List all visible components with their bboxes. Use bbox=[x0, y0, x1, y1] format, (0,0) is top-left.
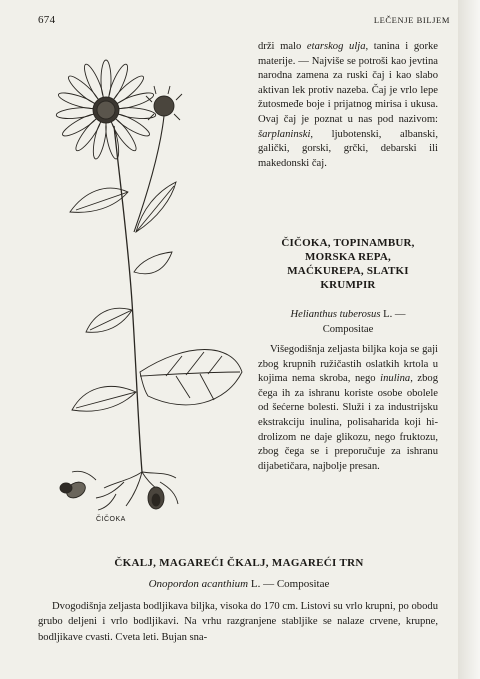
large-flower bbox=[56, 60, 156, 160]
ckalj-text: Dvogodišnja zeljasta bodljikava biljka, visoka do 170 cm. Listovi su vrlo krupni, po obodu grubo deljeni i vrlo bodljikavi. Na vrhu razgranjene stabljike se nalaze crvene, krupne, bodljikave cvasti. Cveta leti. Bujan sna- bbox=[38, 601, 438, 643]
figure-caption: ČIČOKA bbox=[96, 516, 126, 523]
plant-illustration bbox=[36, 42, 248, 512]
intro-paragraph bbox=[258, 40, 438, 171]
section-heading-ckalj: ČKALJ, MAGAREĆI ČKALJ, MAGAREĆI TRN bbox=[114, 557, 364, 569]
heading-line: KRUMPIR bbox=[320, 279, 376, 291]
latin-name-block bbox=[258, 308, 438, 337]
heading-line: ČIČOKA, TOPINAMBUR, bbox=[281, 237, 415, 249]
latin-name: Helianthus tuberosus bbox=[290, 309, 381, 320]
running-title: LEČENJE BILJEM bbox=[373, 15, 450, 25]
intro-text-c: , tanina i gorke materije. — Najviše se potroši kao jevtina narodna zamena za ruski čaj i kao slabo aktivan lek protiv nazeba. Čaj je vrlo lepe žutosmeđe boje i prijatnog mirisa i ukusa. Ovaj čaj je poznat u nas pod nazivom: bbox=[258, 41, 438, 125]
ckalj-description bbox=[38, 599, 438, 645]
latin-name-block-2 bbox=[38, 578, 440, 590]
intro-text-a: drži malo bbox=[258, 41, 307, 52]
plant-family: Compositae bbox=[322, 323, 374, 335]
body-text-b: inulina bbox=[380, 373, 411, 385]
section-heading-cicoka bbox=[258, 236, 438, 292]
intro-text-b: etarskog ulja bbox=[306, 41, 366, 52]
latin-name-2: Onopordon acanthium bbox=[148, 578, 249, 590]
heading-line: MAĆKUREPA, SLATKI bbox=[287, 265, 409, 277]
heading-line: MORSKA REPA, bbox=[305, 251, 391, 263]
page-number: 674 bbox=[38, 14, 56, 26]
body-text-a: Višegodišnja zeljasta biljka koja se gaji zbog krupnih ružičastih oslatkih krtola u kojima nema skroba, nego bbox=[258, 344, 438, 385]
cicoka-description bbox=[258, 343, 438, 474]
latin-author: L. — bbox=[380, 309, 406, 320]
intro-text-d: šarplaninski bbox=[258, 128, 311, 140]
latin-rest-2: L. — Compositae bbox=[248, 578, 330, 590]
body-text-c: , zbog čega ih za ishranu koriste osobe obolele od šećerne bolesti. Služi i za industrijsku ekstrakciju inulina, polisaharida koji hidrolizom ne daje glikozu, nego fruktozu, zbog čega se i preporučuje za ishranu dijabetičara, najbolje presan. bbox=[258, 373, 439, 472]
helianthus-drawing bbox=[36, 42, 248, 512]
small-flower bbox=[146, 86, 182, 120]
intro-text-e: , ljubotenski, albanski, galički, gorski, grčki, debarski ili makedonski čaj. bbox=[258, 128, 438, 169]
